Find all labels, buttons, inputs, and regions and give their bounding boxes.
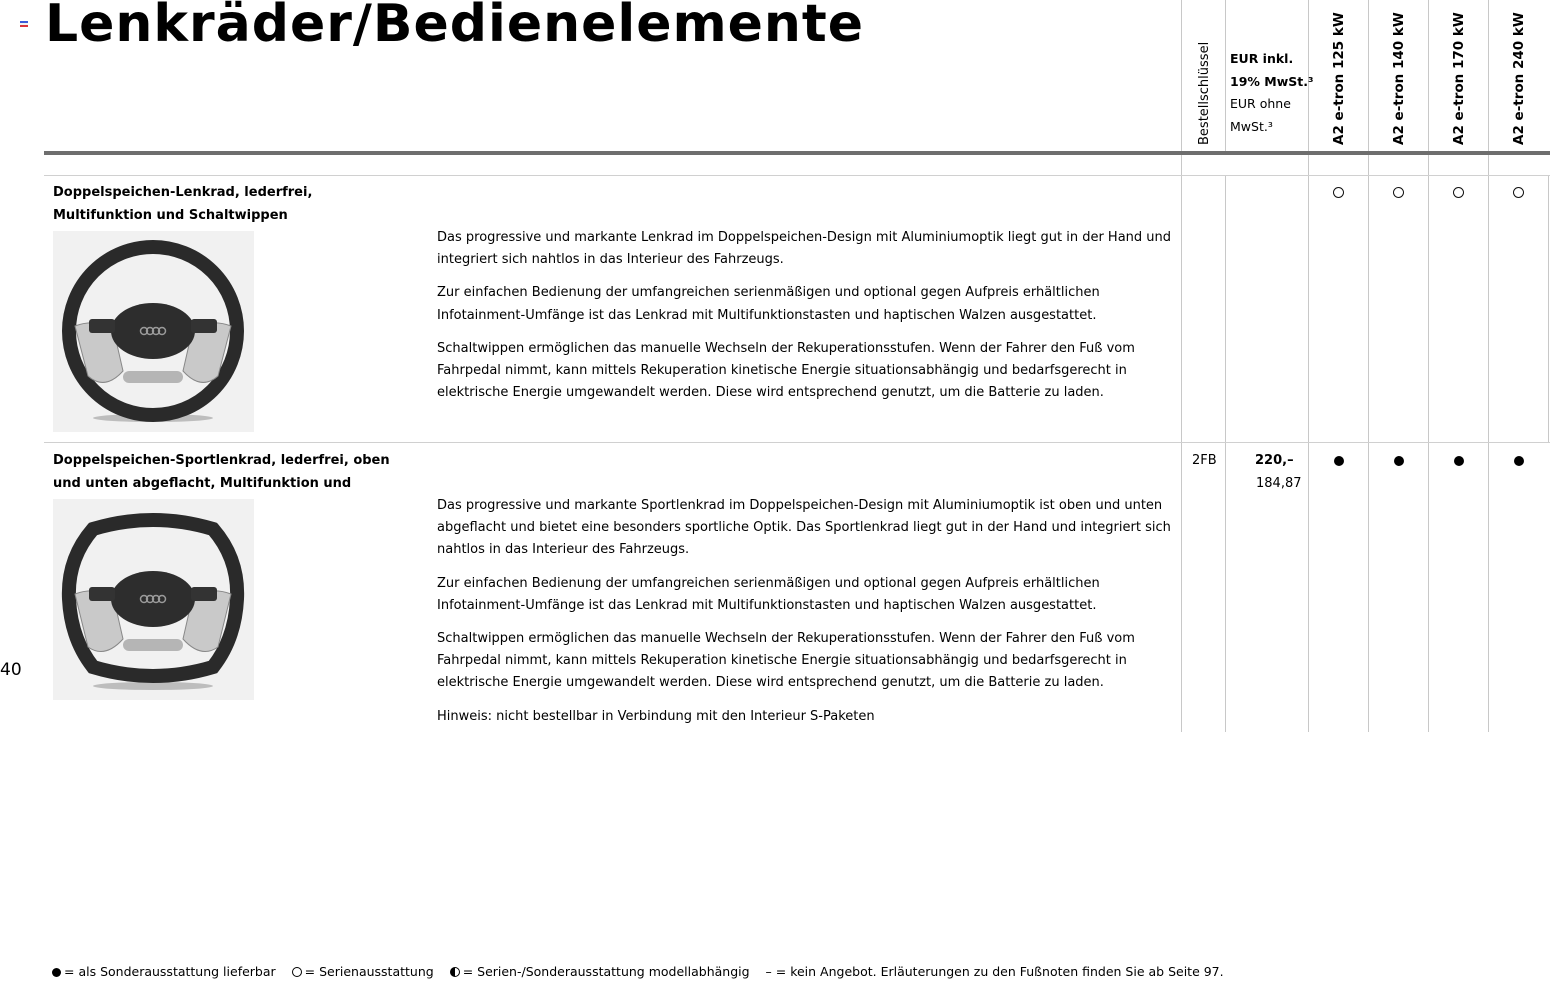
model-header-1: A2 e-tron 125 kW	[1331, 12, 1347, 145]
price-incl-header: EUR inkl.	[1230, 51, 1294, 66]
optional-equipment-icon	[1334, 456, 1344, 466]
description-paragraph: Schaltwippen ermöglichen das manuelle Wechseln der Rekuperationsstufen. Wenn der Fahrer den Fuß vom Fahrpedal nimmt, kann mittels Rekuperation kinetische Energie situationsabhängig und bedarfsgerecht in elektrische Energie umgewandelt werden. Diese wird entsprechend genutzt, um die Batterie zu laden.	[437, 340, 1135, 401]
price-excl-header-2: MwSt.³	[1230, 118, 1273, 134]
optional-equipment-icon	[1454, 456, 1464, 466]
column-divider	[1548, 176, 1549, 442]
column-divider	[1488, 0, 1489, 732]
legend-none: – = kein Angebot. Erläuterungen zu den Fußnoten finden Sie ab Seite 97.	[765, 964, 1224, 979]
column-divider	[1225, 176, 1226, 732]
description-paragraph: Hinweis: nicht bestellbar in Verbindung mit den Interieur S-Paketen	[437, 708, 875, 724]
legend	[52, 962, 1230, 982]
price-incl-header-2: 19% MwSt.³	[1230, 73, 1314, 89]
description-paragraph: Zur einfachen Bedienung der umfangreichen serienmäßigen und optional gegen Aufpreis erhältlichen Infotainment-Umfänge ist das Lenkrad mit Multifunktionstasten und haptischen Walzen ausgestattet.	[437, 285, 1100, 323]
sport-steering-wheel-image	[53, 499, 254, 700]
product-title: Doppelspeichen-Lenkrad, lederfrei, Multifunktion und Schaltwippen	[53, 185, 313, 223]
legend-model-dependent: = Serien-/Sonderausstattung modellabhängig	[450, 964, 756, 979]
product-description	[437, 227, 1177, 415]
column-divider	[1368, 0, 1369, 732]
page-title: Lenkräder/Bedienelemente	[45, 0, 865, 54]
filled-dot-icon	[52, 968, 61, 977]
model-header-3: A2 e-tron 170 kW	[1451, 12, 1467, 145]
order-key-header: Bestellschlüssel	[1197, 41, 1212, 145]
standard-equipment-icon	[1513, 187, 1524, 198]
standard-equipment-icon	[1333, 187, 1344, 198]
column-divider	[1181, 0, 1182, 732]
brand-flag-icon	[20, 21, 28, 27]
half-circle-icon	[450, 967, 460, 977]
description-paragraph: Zur einfachen Bedienung der umfangreichen serienmäßigen und optional gegen Aufpreis erhältlichen Infotainment-Umfänge ist das Lenkrad mit Multifunktionstasten und haptischen Walzen ausgestattet.	[437, 575, 1100, 613]
price-incl: 220,–	[1255, 453, 1294, 468]
model-header-2: A2 e-tron 140 kW	[1391, 12, 1407, 145]
product-description	[437, 495, 1177, 739]
row-divider	[44, 442, 1550, 443]
empty-circle-icon	[292, 967, 302, 977]
column-divider	[1428, 0, 1429, 732]
standard-equipment-icon	[1453, 187, 1464, 198]
optional-equipment-icon	[1514, 456, 1524, 466]
price-header	[1230, 48, 1313, 138]
price-excl: 184,87	[1256, 476, 1302, 491]
page-number: 40	[0, 660, 22, 680]
product-title: Doppelspeichen-Sportlenkrad, lederfrei, oben und unten abgeflacht, Multifunktion und	[53, 453, 390, 491]
order-key: 2FB	[1192, 453, 1217, 468]
description-paragraph: Schaltwippen ermöglichen das manuelle Wechseln der Rekuperationsstufen. Wenn der Fahrer den Fuß vom Fahrpedal nimmt, kann mittels Rekuperation kinetische Energie situationsabhängig und bedarfsgerecht in elektrische Energie umgewandelt werden. Diese wird entsprechend genutzt, um die Batterie zu laden.	[437, 631, 1135, 691]
model-header-4: A2 e-tron 240 kW	[1511, 12, 1527, 145]
row-divider	[44, 175, 1550, 176]
header-rule	[44, 151, 1550, 155]
standard-equipment-icon	[1393, 187, 1404, 198]
description-paragraph: Das progressive und markante Sportlenkrad im Doppelspeichen-Design mit Aluminiumoptik ist oben und unten abgeflacht und bietet eine besonders sportliche Optik. Das Sportlenkrad liegt gut in der Hand und integriert sich nahtlos in das Interieur des Fahrzeugs.	[437, 498, 1171, 558]
legend-serie: = Serienausstattung	[292, 964, 440, 979]
legend-option: = als Sonderausstattung lieferbar	[52, 964, 282, 979]
optional-equipment-icon	[1394, 456, 1404, 466]
steering-wheel-image	[53, 231, 254, 432]
description-paragraph: Das progressive und markante Lenkrad im Doppelspeichen-Design mit Aluminiumoptik liegt gut in der Hand und integriert sich nahtlos in das Interieur des Fahrzeugs.	[437, 230, 1172, 268]
column-divider	[1225, 0, 1226, 152]
price-excl-header: EUR ohne	[1230, 96, 1291, 111]
